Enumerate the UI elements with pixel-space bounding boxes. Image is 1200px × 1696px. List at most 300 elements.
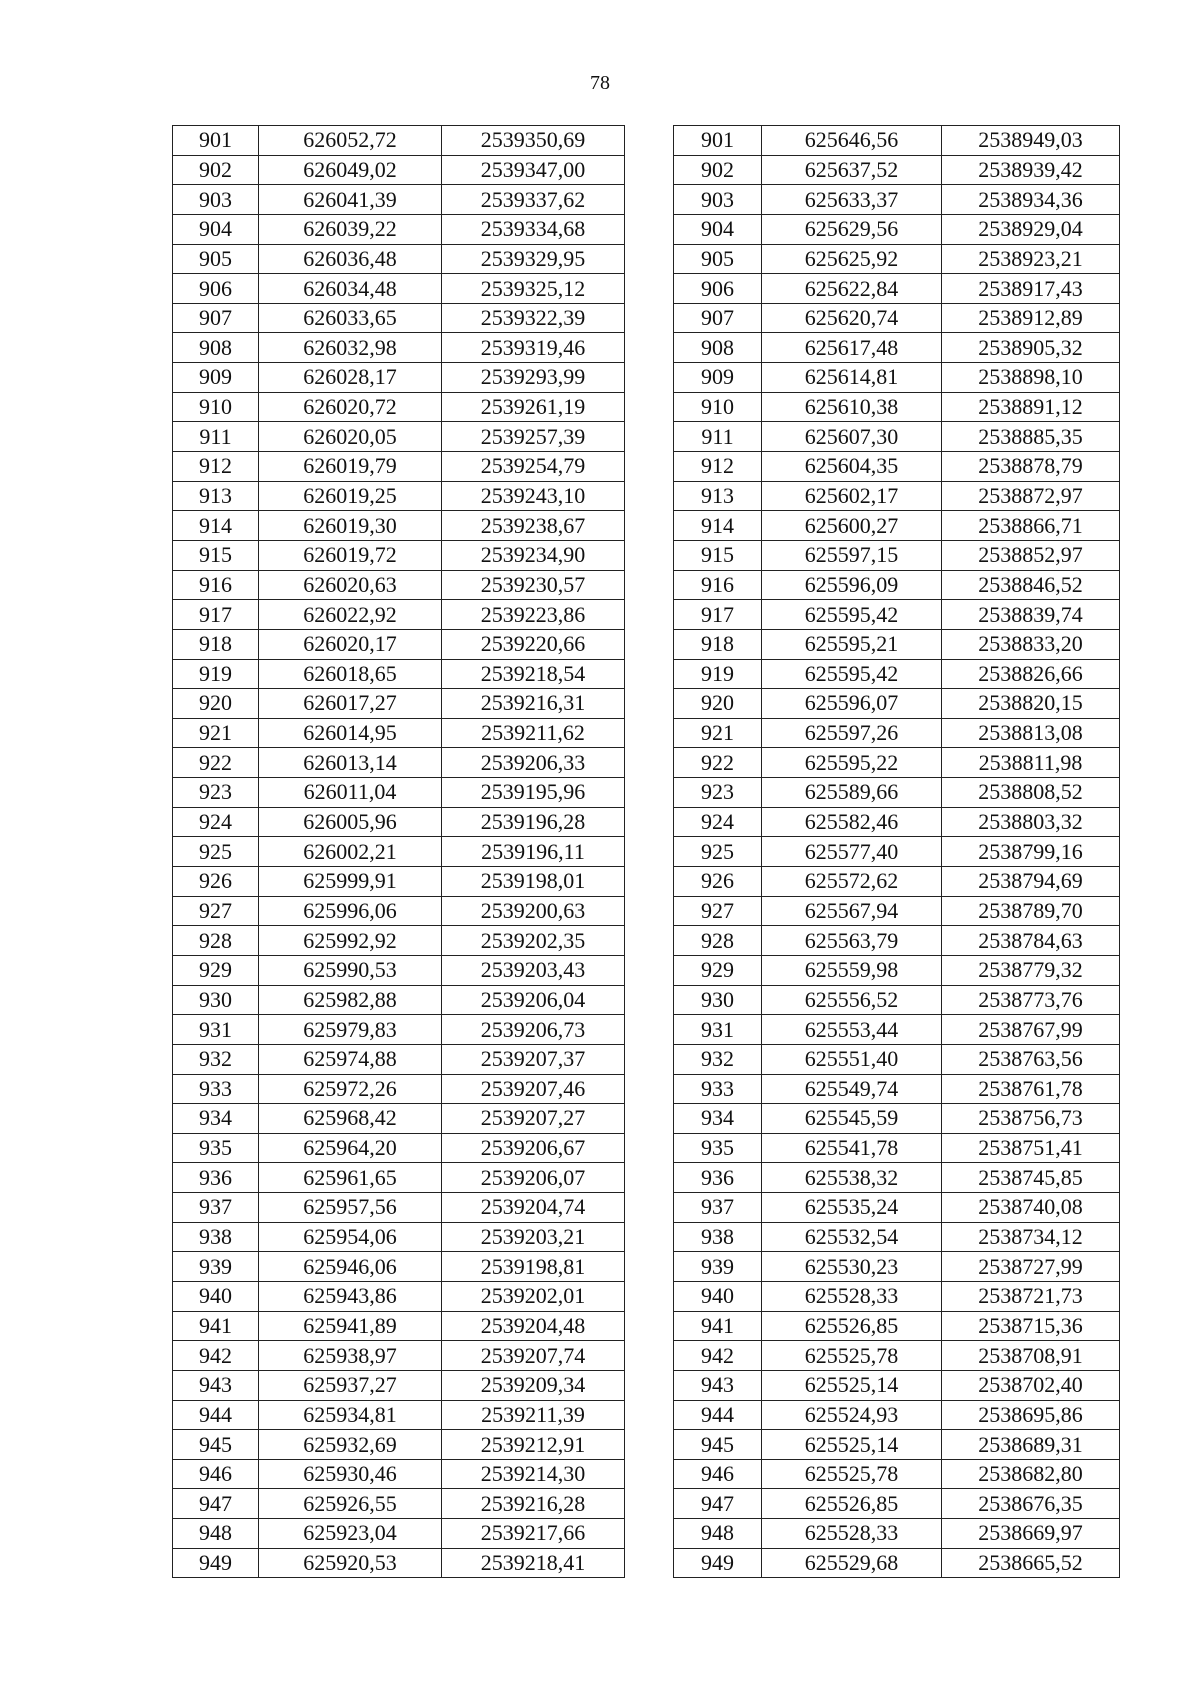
column-spacer [625,1163,674,1193]
right-x-coordinate: 625541,78 [762,1133,942,1163]
right-point-number: 936 [674,1163,762,1193]
table-row [173,955,1120,985]
column-spacer [625,1430,674,1460]
left-y-coordinate: 2539204,48 [442,1311,625,1341]
right-point-number: 919 [674,659,762,689]
right-x-coordinate: 625620,74 [762,303,942,333]
right-y-coordinate: 2538751,41 [942,1133,1120,1163]
left-point-number: 912 [173,452,259,482]
right-point-number: 913 [674,481,762,511]
right-point-number: 947 [674,1489,762,1519]
left-point-number: 907 [173,303,259,333]
left-point-number: 936 [173,1163,259,1193]
right-point-number: 923 [674,778,762,808]
right-y-coordinate: 2538820,15 [942,689,1120,719]
right-y-coordinate: 2538702,40 [942,1370,1120,1400]
left-x-coordinate: 626019,79 [259,452,442,482]
table-row [173,126,1120,156]
column-spacer [625,333,674,363]
left-point-number: 928 [173,926,259,956]
left-point-number: 904 [173,214,259,244]
left-point-number: 926 [173,867,259,897]
column-spacer [625,1015,674,1045]
column-spacer [625,1370,674,1400]
left-y-coordinate: 2539206,73 [442,1015,625,1045]
column-spacer [625,600,674,630]
left-x-coordinate: 625941,89 [259,1311,442,1341]
left-point-number: 946 [173,1459,259,1489]
table-row [173,392,1120,422]
right-y-coordinate: 2538852,97 [942,540,1120,570]
table-row [173,1074,1120,1104]
right-point-number: 901 [674,126,762,156]
right-x-coordinate: 625596,07 [762,689,942,719]
table-row [173,748,1120,778]
table-row [173,1281,1120,1311]
column-spacer [625,570,674,600]
table-row [173,718,1120,748]
column-spacer [625,1341,674,1371]
column-spacer [625,1133,674,1163]
right-y-coordinate: 2538682,80 [942,1459,1120,1489]
table-row [173,481,1120,511]
left-point-number: 938 [173,1222,259,1252]
right-x-coordinate: 625607,30 [762,422,942,452]
left-y-coordinate: 2539218,41 [442,1548,625,1578]
right-point-number: 943 [674,1370,762,1400]
right-y-coordinate: 2538803,32 [942,807,1120,837]
table-row [173,689,1120,719]
left-x-coordinate: 625920,53 [259,1548,442,1578]
left-point-number: 929 [173,955,259,985]
left-y-coordinate: 2539212,91 [442,1430,625,1460]
left-y-coordinate: 2539198,01 [442,867,625,897]
left-x-coordinate: 625946,06 [259,1252,442,1282]
right-x-coordinate: 625617,48 [762,333,942,363]
right-y-coordinate: 2538756,73 [942,1104,1120,1134]
left-x-coordinate: 625923,04 [259,1519,442,1549]
left-y-coordinate: 2539347,00 [442,155,625,185]
right-y-coordinate: 2538789,70 [942,896,1120,926]
column-spacer [625,126,674,156]
left-x-coordinate: 626039,22 [259,214,442,244]
left-x-coordinate: 626013,14 [259,748,442,778]
right-point-number: 908 [674,333,762,363]
table-row [173,1459,1120,1489]
column-spacer [625,1400,674,1430]
left-x-coordinate: 626019,72 [259,540,442,570]
right-y-coordinate: 2538839,74 [942,600,1120,630]
right-x-coordinate: 625535,24 [762,1193,942,1223]
left-point-number: 945 [173,1430,259,1460]
column-spacer [625,1281,674,1311]
right-x-coordinate: 625525,14 [762,1370,942,1400]
table-row [173,1370,1120,1400]
left-y-coordinate: 2539230,57 [442,570,625,600]
column-spacer [625,1548,674,1578]
right-y-coordinate: 2538676,35 [942,1489,1120,1519]
left-point-number: 949 [173,1548,259,1578]
right-y-coordinate: 2538826,66 [942,659,1120,689]
right-y-coordinate: 2538708,91 [942,1341,1120,1371]
right-y-coordinate: 2538912,89 [942,303,1120,333]
right-point-number: 912 [674,452,762,482]
column-spacer [625,155,674,185]
left-x-coordinate: 626020,63 [259,570,442,600]
right-x-coordinate: 625596,09 [762,570,942,600]
left-x-coordinate: 626022,92 [259,600,442,630]
table-row [173,837,1120,867]
table-row [173,244,1120,274]
column-spacer [625,985,674,1015]
left-x-coordinate: 626005,96 [259,807,442,837]
column-spacer [625,511,674,541]
left-y-coordinate: 2539206,67 [442,1133,625,1163]
table-row [173,274,1120,304]
table-row [173,926,1120,956]
left-x-coordinate: 626036,48 [259,244,442,274]
right-y-coordinate: 2538669,97 [942,1519,1120,1549]
left-y-coordinate: 2539198,81 [442,1252,625,1282]
right-y-coordinate: 2538779,32 [942,955,1120,985]
right-x-coordinate: 625553,44 [762,1015,942,1045]
right-y-coordinate: 2538811,98 [942,748,1120,778]
column-spacer [625,214,674,244]
right-point-number: 920 [674,689,762,719]
right-y-coordinate: 2538878,79 [942,452,1120,482]
left-point-number: 933 [173,1074,259,1104]
left-point-number: 923 [173,778,259,808]
left-y-coordinate: 2539223,86 [442,600,625,630]
left-y-coordinate: 2539196,11 [442,837,625,867]
table-row [173,1548,1120,1578]
right-y-coordinate: 2538689,31 [942,1430,1120,1460]
right-point-number: 903 [674,185,762,215]
column-spacer [625,540,674,570]
left-y-coordinate: 2539261,19 [442,392,625,422]
left-point-number: 942 [173,1341,259,1371]
left-y-coordinate: 2539322,39 [442,303,625,333]
left-x-coordinate: 626020,72 [259,392,442,422]
left-point-number: 944 [173,1400,259,1430]
right-x-coordinate: 625595,21 [762,629,942,659]
left-x-coordinate: 626052,72 [259,126,442,156]
left-point-number: 925 [173,837,259,867]
right-y-coordinate: 2538846,52 [942,570,1120,600]
left-y-coordinate: 2539202,35 [442,926,625,956]
right-y-coordinate: 2538808,52 [942,778,1120,808]
right-y-coordinate: 2538939,42 [942,155,1120,185]
table-row [173,867,1120,897]
right-x-coordinate: 625528,33 [762,1519,942,1549]
left-point-number: 935 [173,1133,259,1163]
left-point-number: 922 [173,748,259,778]
left-y-coordinate: 2539216,28 [442,1489,625,1519]
column-spacer [625,452,674,482]
right-point-number: 914 [674,511,762,541]
right-x-coordinate: 625556,52 [762,985,942,1015]
table-row [173,1015,1120,1045]
table-row [173,1104,1120,1134]
table-row [173,452,1120,482]
left-point-number: 940 [173,1281,259,1311]
left-y-coordinate: 2539207,37 [442,1044,625,1074]
table-row [173,363,1120,393]
left-y-coordinate: 2539238,67 [442,511,625,541]
left-x-coordinate: 625938,97 [259,1341,442,1371]
right-x-coordinate: 625525,14 [762,1430,942,1460]
right-y-coordinate: 2538773,76 [942,985,1120,1015]
column-spacer [625,185,674,215]
right-x-coordinate: 625551,40 [762,1044,942,1074]
table-row [173,896,1120,926]
left-point-number: 908 [173,333,259,363]
right-point-number: 932 [674,1044,762,1074]
right-x-coordinate: 625549,74 [762,1074,942,1104]
left-point-number: 941 [173,1311,259,1341]
column-spacer [625,955,674,985]
left-point-number: 909 [173,363,259,393]
left-x-coordinate: 626033,65 [259,303,442,333]
right-point-number: 937 [674,1193,762,1223]
right-point-number: 909 [674,363,762,393]
right-x-coordinate: 625625,92 [762,244,942,274]
right-y-coordinate: 2538833,20 [942,629,1120,659]
right-point-number: 907 [674,303,762,333]
table-row [173,778,1120,808]
right-point-number: 925 [674,837,762,867]
left-point-number: 934 [173,1104,259,1134]
left-point-number: 918 [173,629,259,659]
right-point-number: 924 [674,807,762,837]
left-x-coordinate: 625930,46 [259,1459,442,1489]
left-x-coordinate: 625999,91 [259,867,442,897]
left-point-number: 915 [173,540,259,570]
column-spacer [625,1074,674,1104]
right-x-coordinate: 625538,32 [762,1163,942,1193]
column-spacer [625,274,674,304]
left-point-number: 931 [173,1015,259,1045]
left-y-coordinate: 2539257,39 [442,422,625,452]
right-point-number: 928 [674,926,762,956]
right-y-coordinate: 2538763,56 [942,1044,1120,1074]
left-point-number: 932 [173,1044,259,1074]
right-x-coordinate: 625595,42 [762,659,942,689]
table-row [173,807,1120,837]
left-x-coordinate: 625957,56 [259,1193,442,1223]
right-x-coordinate: 625595,22 [762,748,942,778]
right-point-number: 934 [674,1104,762,1134]
left-x-coordinate: 625934,81 [259,1400,442,1430]
left-point-number: 902 [173,155,259,185]
table-row [173,214,1120,244]
left-point-number: 930 [173,985,259,1015]
right-x-coordinate: 625629,56 [762,214,942,244]
column-spacer [625,896,674,926]
left-y-coordinate: 2539329,95 [442,244,625,274]
table-row [173,1430,1120,1460]
right-x-coordinate: 625526,85 [762,1489,942,1519]
left-y-coordinate: 2539218,54 [442,659,625,689]
table-row [173,1163,1120,1193]
right-point-number: 945 [674,1430,762,1460]
left-y-coordinate: 2539211,39 [442,1400,625,1430]
right-point-number: 906 [674,274,762,304]
column-spacer [625,1252,674,1282]
right-x-coordinate: 625602,17 [762,481,942,511]
column-spacer [625,926,674,956]
right-x-coordinate: 625524,93 [762,1400,942,1430]
right-point-number: 942 [674,1341,762,1371]
right-point-number: 910 [674,392,762,422]
right-y-coordinate: 2538891,12 [942,392,1120,422]
left-y-coordinate: 2539207,74 [442,1341,625,1371]
right-point-number: 927 [674,896,762,926]
right-x-coordinate: 625563,79 [762,926,942,956]
column-spacer [625,303,674,333]
table-row [173,540,1120,570]
right-y-coordinate: 2538949,03 [942,126,1120,156]
table-row [173,511,1120,541]
left-x-coordinate: 625979,83 [259,1015,442,1045]
left-y-coordinate: 2539214,30 [442,1459,625,1489]
table-row [173,1489,1120,1519]
right-y-coordinate: 2538727,99 [942,1252,1120,1282]
left-point-number: 919 [173,659,259,689]
right-x-coordinate: 625530,23 [762,1252,942,1282]
left-point-number: 947 [173,1489,259,1519]
right-x-coordinate: 625595,42 [762,600,942,630]
table-row [173,629,1120,659]
left-x-coordinate: 625990,53 [259,955,442,985]
right-point-number: 905 [674,244,762,274]
right-y-coordinate: 2538784,63 [942,926,1120,956]
right-x-coordinate: 625577,40 [762,837,942,867]
left-x-coordinate: 626041,39 [259,185,442,215]
left-x-coordinate: 626002,21 [259,837,442,867]
column-spacer [625,837,674,867]
right-x-coordinate: 625604,35 [762,452,942,482]
right-x-coordinate: 625526,85 [762,1311,942,1341]
left-x-coordinate: 625961,65 [259,1163,442,1193]
right-y-coordinate: 2538872,97 [942,481,1120,511]
right-point-number: 948 [674,1519,762,1549]
column-spacer [625,481,674,511]
table-row [173,1222,1120,1252]
right-x-coordinate: 625589,66 [762,778,942,808]
right-y-coordinate: 2538866,71 [942,511,1120,541]
right-x-coordinate: 625597,26 [762,718,942,748]
left-x-coordinate: 626019,25 [259,481,442,511]
right-x-coordinate: 625622,84 [762,274,942,304]
right-x-coordinate: 625600,27 [762,511,942,541]
left-x-coordinate: 626028,17 [259,363,442,393]
right-y-coordinate: 2538734,12 [942,1222,1120,1252]
left-y-coordinate: 2539334,68 [442,214,625,244]
column-spacer [625,1519,674,1549]
left-x-coordinate: 625926,55 [259,1489,442,1519]
right-point-number: 929 [674,955,762,985]
right-y-coordinate: 2538721,73 [942,1281,1120,1311]
right-x-coordinate: 625528,33 [762,1281,942,1311]
right-point-number: 938 [674,1222,762,1252]
left-x-coordinate: 626011,04 [259,778,442,808]
right-y-coordinate: 2538665,52 [942,1548,1120,1578]
column-spacer [625,1459,674,1489]
right-x-coordinate: 625633,37 [762,185,942,215]
right-x-coordinate: 625582,46 [762,807,942,837]
right-point-number: 949 [674,1548,762,1578]
right-x-coordinate: 625559,98 [762,955,942,985]
right-y-coordinate: 2538740,08 [942,1193,1120,1223]
left-y-coordinate: 2539216,31 [442,689,625,719]
right-point-number: 904 [674,214,762,244]
right-y-coordinate: 2538923,21 [942,244,1120,274]
left-y-coordinate: 2539207,46 [442,1074,625,1104]
left-y-coordinate: 2539209,34 [442,1370,625,1400]
left-y-coordinate: 2539206,04 [442,985,625,1015]
right-y-coordinate: 2538813,08 [942,718,1120,748]
left-x-coordinate: 625982,88 [259,985,442,1015]
column-spacer [625,689,674,719]
left-point-number: 911 [173,422,259,452]
left-point-number: 927 [173,896,259,926]
page-number: 78 [590,72,610,94]
table-row [173,1400,1120,1430]
right-x-coordinate: 625572,62 [762,867,942,897]
right-y-coordinate: 2538934,36 [942,185,1120,215]
right-point-number: 946 [674,1459,762,1489]
right-point-number: 935 [674,1133,762,1163]
right-x-coordinate: 625637,52 [762,155,942,185]
table-body [173,126,1120,1578]
column-spacer [625,748,674,778]
right-point-number: 931 [674,1015,762,1045]
table-row [173,570,1120,600]
right-point-number: 915 [674,540,762,570]
right-point-number: 944 [674,1400,762,1430]
left-point-number: 910 [173,392,259,422]
column-spacer [625,244,674,274]
left-y-coordinate: 2539203,43 [442,955,625,985]
left-point-number: 906 [173,274,259,304]
right-y-coordinate: 2538761,78 [942,1074,1120,1104]
left-x-coordinate: 626020,05 [259,422,442,452]
table-row [173,422,1120,452]
table-row [173,1341,1120,1371]
column-spacer [625,659,674,689]
left-y-coordinate: 2539243,10 [442,481,625,511]
left-x-coordinate: 626017,27 [259,689,442,719]
right-x-coordinate: 625525,78 [762,1459,942,1489]
table-row [173,185,1120,215]
column-spacer [625,422,674,452]
right-point-number: 921 [674,718,762,748]
right-x-coordinate: 625646,56 [762,126,942,156]
column-spacer [625,1104,674,1134]
column-spacer [625,363,674,393]
left-y-coordinate: 2539196,28 [442,807,625,837]
right-point-number: 930 [674,985,762,1015]
right-point-number: 933 [674,1074,762,1104]
left-y-coordinate: 2539211,62 [442,718,625,748]
table-row [173,333,1120,363]
column-spacer [625,1311,674,1341]
table-row [173,1193,1120,1223]
right-x-coordinate: 625525,78 [762,1341,942,1371]
right-point-number: 941 [674,1311,762,1341]
left-point-number: 937 [173,1193,259,1223]
